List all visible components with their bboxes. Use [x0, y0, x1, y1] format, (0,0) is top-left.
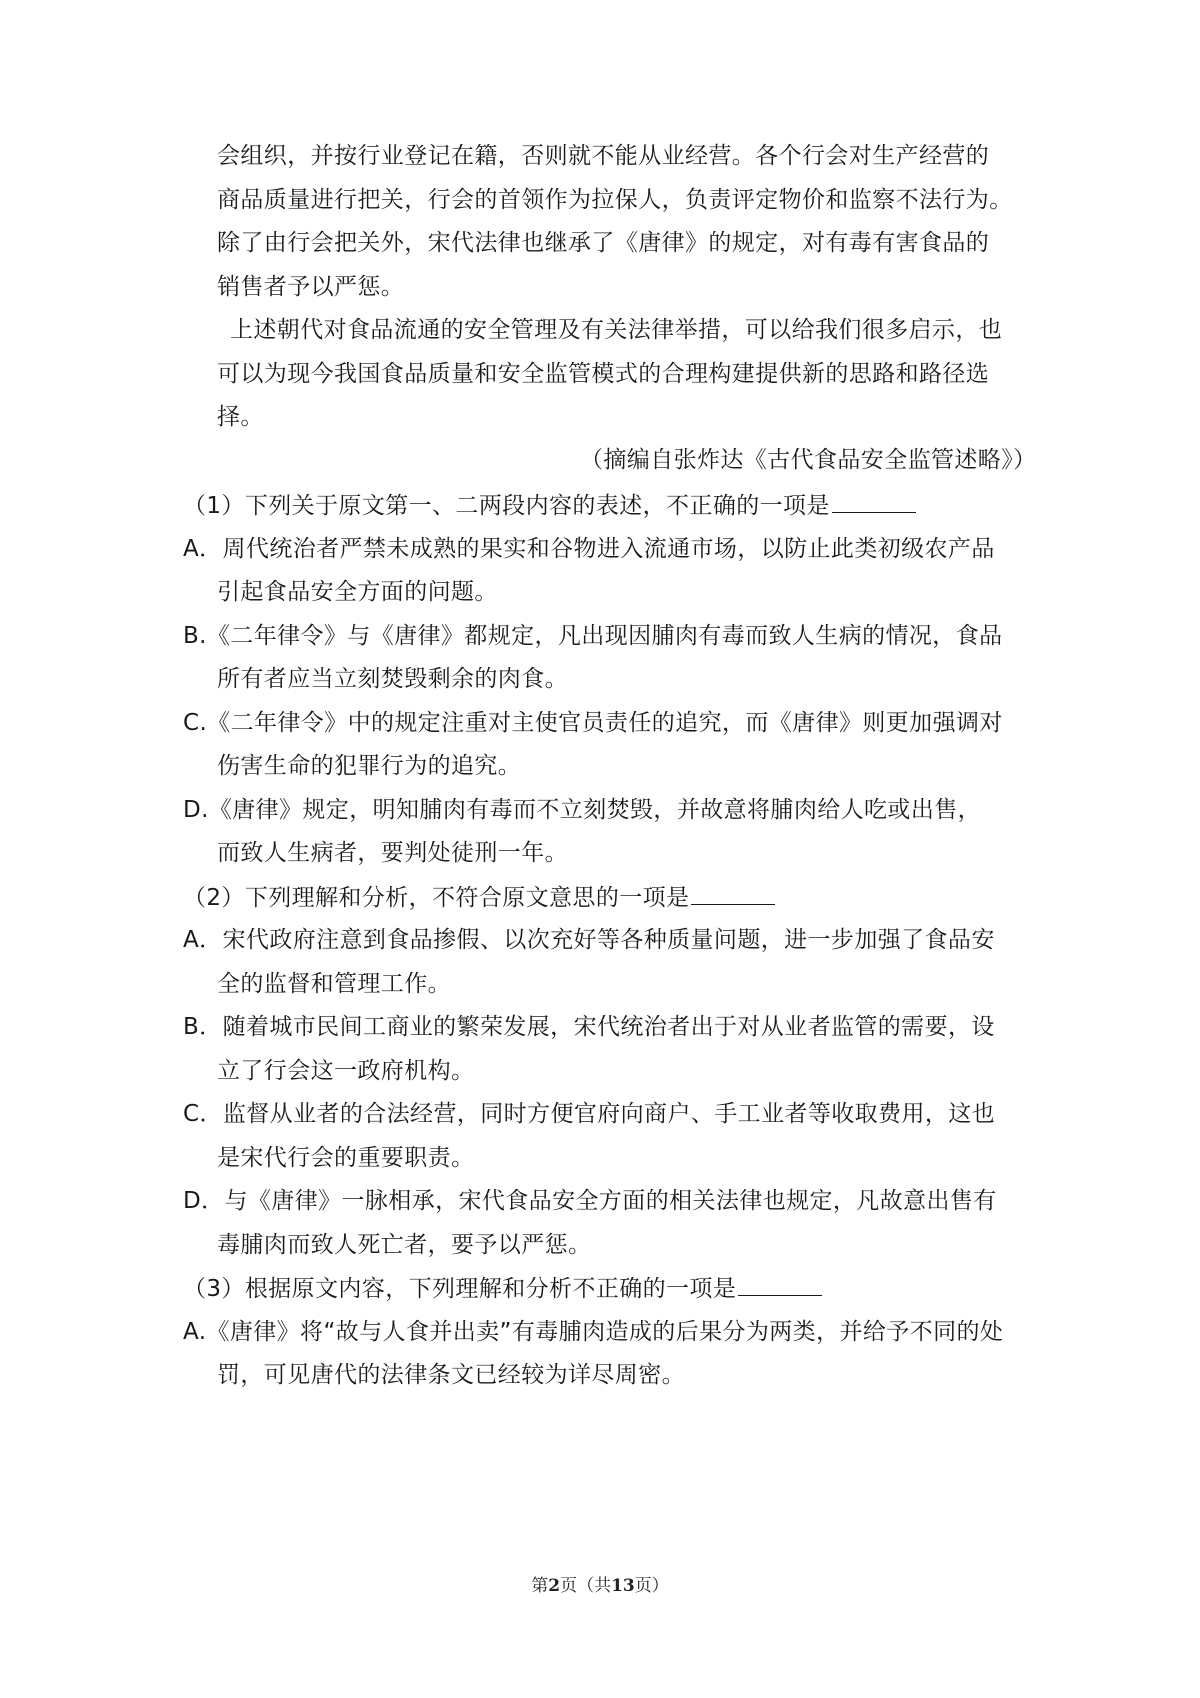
option-b-line: 立了行会这一政府机构。 — [217, 1058, 475, 1084]
passage-line: 商品质量进行把关，行会的首领作为拉保人，负责评定物价和监察不法行为。 — [217, 187, 1013, 213]
passage-source: （摘编自张炸达《古代食品安全监管述略》） — [580, 447, 1037, 473]
option-b-line: 所有者应当立刻焚毁剩余的肉食。 — [217, 666, 568, 692]
answer-blank — [832, 490, 916, 513]
answer-blank — [738, 1273, 822, 1296]
question-stem — [183, 490, 916, 521]
option-c-line: C．监督从业者的合法经营，同时方便官府向商户、手工业者等收取费用，这也 — [183, 1101, 996, 1127]
option-b-line: B．随着城市民间工商业的繁荣发展，宋代统治者出于对从业者监管的需要，设 — [183, 1014, 995, 1040]
footer-prefix: 第 — [531, 1576, 549, 1596]
option-d-line: D.《唐律》规定，明知脯肉有毒而不立刻焚毁，并故意将脯肉给人吃或出售， — [183, 797, 982, 823]
option-c-line: 伤害生命的犯罪行为的追究。 — [217, 753, 522, 779]
option-a-line: A．周代统治者严禁未成熟的果实和谷物进入流通市场，以防止此类初级农产品 — [183, 536, 995, 562]
option-d-line: 而致人生病者，要判处徒刑一年。 — [217, 840, 568, 866]
passage-line: 会组织，并按行业登记在籍，否则就不能从业经营。各个行会对生产经营的 — [217, 143, 990, 169]
option-a-line: 罚，可见唐代的法律条文已经较为详尽周密。 — [217, 1362, 685, 1388]
page-footer — [0, 1574, 1200, 1598]
option-a-line: A．宋代政府注意到食品掺假、以次充好等各种质量问题，进一步加强了食品安 — [183, 927, 995, 953]
option-a-line: 全的监督和管理工作。 — [217, 971, 451, 997]
question-stem — [183, 1273, 822, 1304]
option-b-line: B.《二年律令》与《唐律》都规定，凡出现因脯肉有毒而致人生病的情况，食品 — [183, 623, 1003, 649]
question-stem-text: （2）下列理解和分析，不符合原文意思的一项是 — [183, 885, 690, 911]
option-a-line: A.《唐律》将“故与人食并出卖”有毒脯肉造成的后果分为两类，并给予不同的处 — [183, 1319, 1004, 1345]
option-a-line: 引起食品安全方面的问题。 — [217, 579, 498, 605]
question-stem — [183, 882, 775, 913]
page-number: 2 — [548, 1576, 561, 1596]
footer-suffix: 页） — [634, 1576, 669, 1596]
passage-line: 除了由行会把关外，宋代法律也继承了《唐律》的规定，对有毒有害食品的 — [217, 230, 990, 256]
question-stem-text: （3）根据原文内容，下列理解和分析不正确的一项是 — [183, 1276, 737, 1302]
passage-line: 可以为现今我国食品质量和安全监管模式的合理构建提供新的思路和路径选 — [217, 361, 990, 387]
footer-middle: 页（共 — [560, 1576, 612, 1596]
answer-blank — [691, 882, 775, 905]
option-c-line: C.《二年律令》中的规定注重对主使官员责任的追究，而《唐律》则更加强调对 — [183, 710, 1003, 736]
option-d-line: D．与《唐律》一脉相承，宋代食品安全方面的相关法律也规定，凡故意出售有 — [183, 1188, 997, 1214]
option-d-line: 毒脯肉而致人死亡者，要予以严惩。 — [217, 1232, 592, 1258]
option-c-line: 是宋代行会的重要职责。 — [217, 1145, 475, 1171]
passage-line: 择。 — [217, 404, 264, 430]
passage-line: 上述朝代对食品流通的安全管理及有关法律举措，可以给我们很多启示，也 — [230, 317, 1003, 343]
question-stem-text: （1）下列关于原文第一、二两段内容的表述，不正确的一项是 — [183, 493, 830, 519]
passage-line: 销售者予以严惩。 — [217, 274, 405, 300]
page-total: 13 — [611, 1576, 635, 1596]
